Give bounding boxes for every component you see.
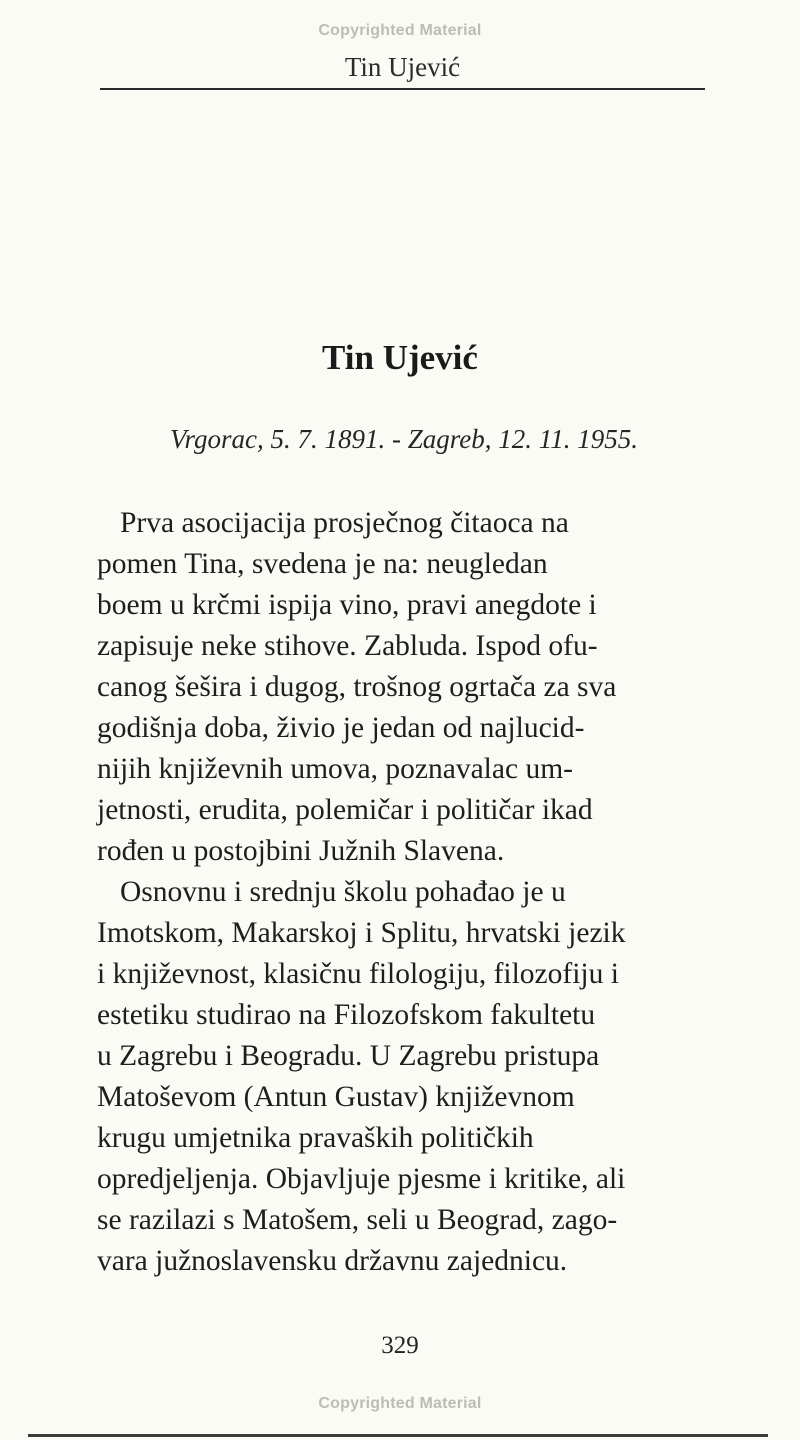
running-header [100,52,705,90]
chapter-title: Tin Ujević [322,338,478,377]
text-line: zapisuje neke stihove. Zabluda. Ispod ofu- [97,630,598,662]
text-line: se razilazi s Matošem, seli u Beograd, zago- [97,1204,618,1236]
text-line: krugu umjetnika pravaških političkih [97,1122,534,1154]
birth-death-dates: Vrgorac, 5. 7. 1891. - Zagreb, 12. 11. 1955. [170,424,638,454]
text-line: rođen u postojbini Južnih Slavena. [97,835,505,867]
running-header-title: Tin Ujević [344,52,461,82]
text-line: u Zagrebu i Beogradu. U Zagrebu pristupa [97,1040,600,1072]
text-line: boem u krčmi ispija vino, pravi anegdote i [97,589,597,621]
text-line: pomen Tina, svedena je na: neugledan [97,548,548,580]
text-line: Osnovnu i srednju školu pohađao je u [120,876,566,908]
text-line: canog šešira i dugog, trošnog ogrtača za sva [97,671,617,703]
copyright-watermark-top: Copyrighted Material [318,22,482,39]
text-line: estetiku studirao na Filozofskom fakultetu [97,999,596,1031]
page-number: 329 [381,1332,419,1359]
page-edge-rule [28,1434,768,1437]
text-line: Prva asocijacija prosječnog čitaoca na [120,507,569,539]
text-line: i književnost, klasičnu filologiju, filozofiju i [97,958,619,990]
copyright-watermark-bottom: Copyrighted Material [318,1395,482,1412]
text-line: Matoševom (Antun Gustav) književnom [97,1081,575,1113]
text-line: opredjeljenja. Objavljuje pjesme i kritike, ali [97,1163,626,1195]
text-line: nijih književnih umova, poznavalac um- [97,753,573,785]
text-line: godišnja doba, živio je jedan od najlucid- [97,712,585,744]
body-text [97,503,707,1282]
text-line: jetnosti, erudita, polemičar i političar ikad [97,794,593,826]
text-line: Imotskom, Makarskoj i Splitu, hrvatski jezik [97,917,626,949]
text-line: vara južnoslavensku državnu zajednicu. [97,1245,568,1277]
